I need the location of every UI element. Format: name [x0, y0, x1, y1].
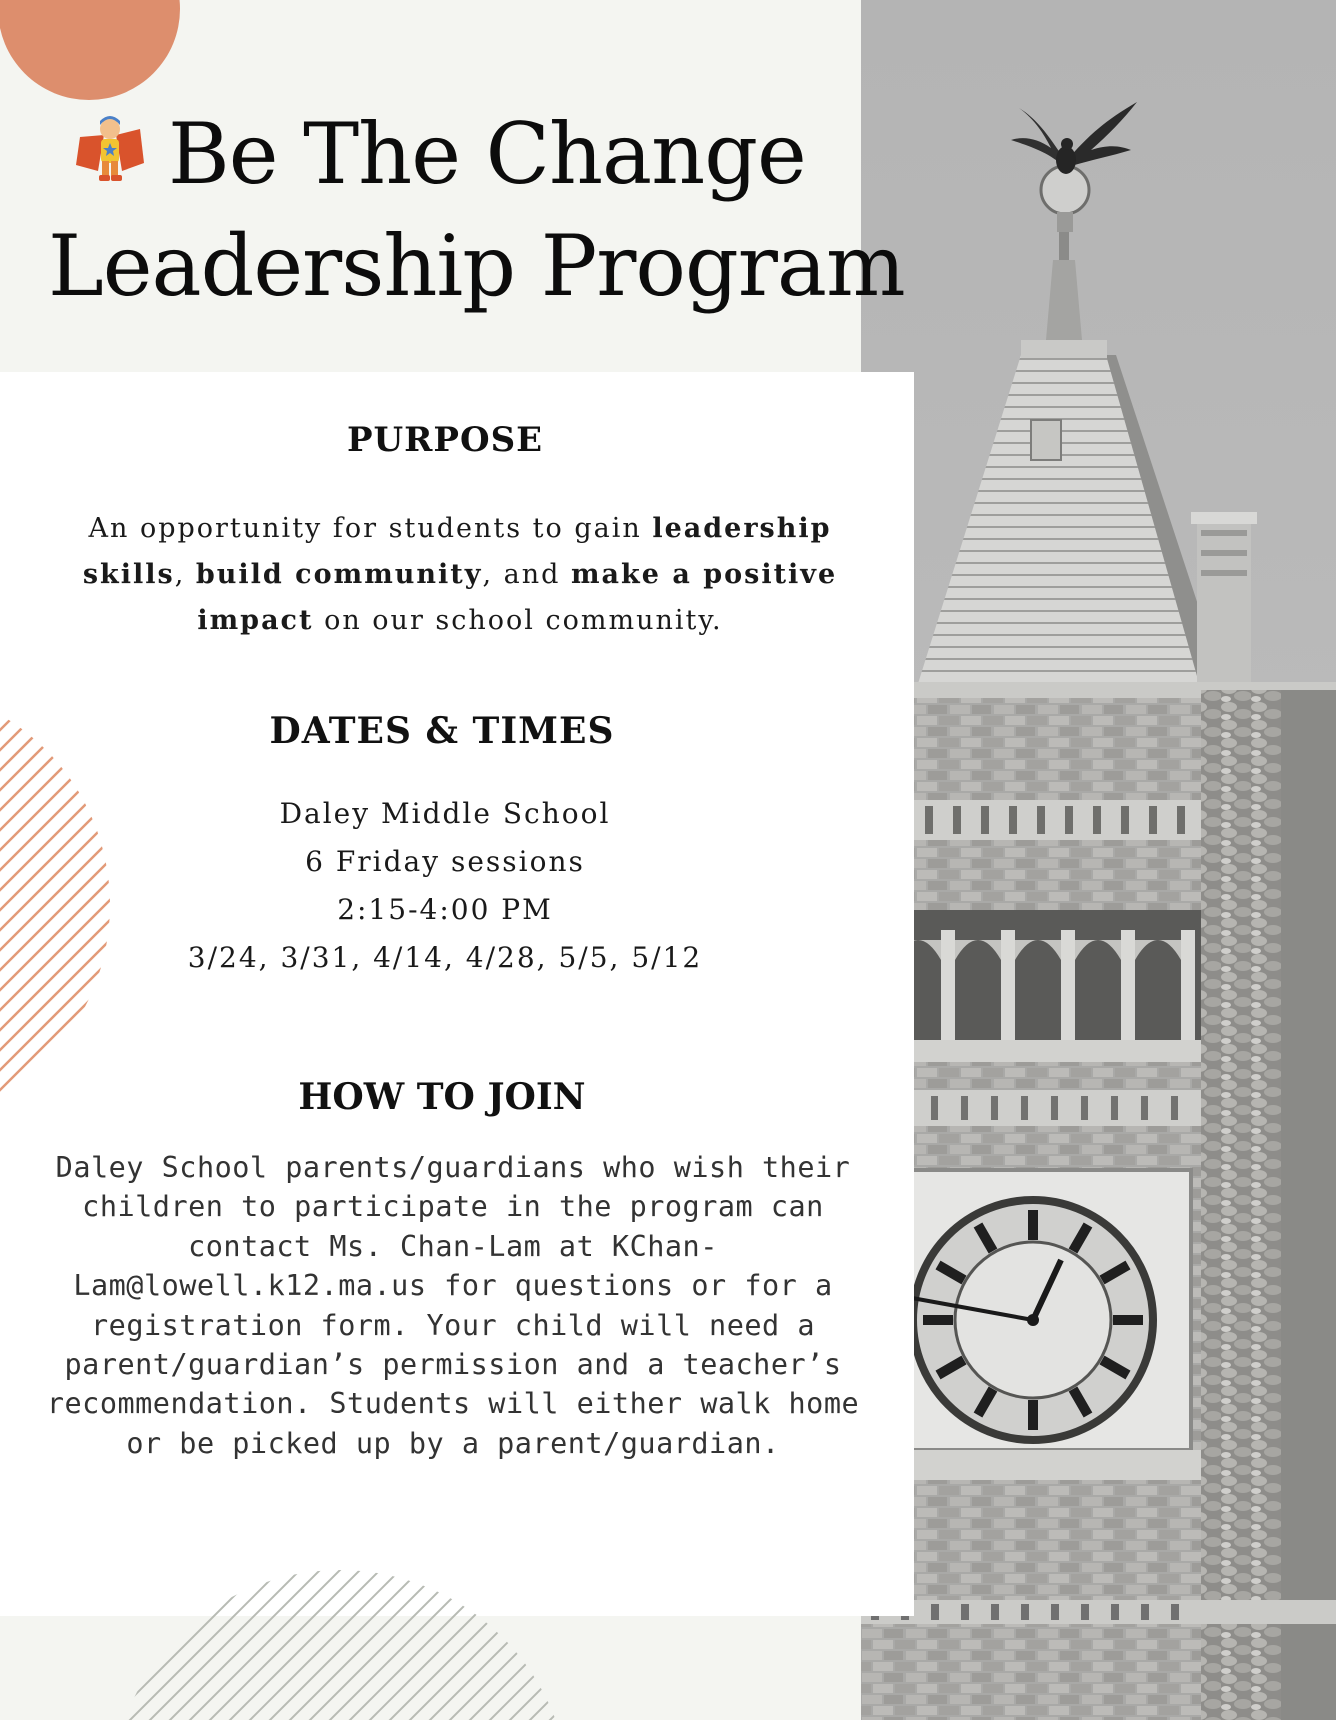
accent-circle: [0, 0, 180, 100]
dates-heading: DATES & TIMES: [269, 710, 615, 752]
dates-time: 2:15-4:00 PM: [337, 893, 553, 926]
dates-details: [0, 790, 890, 982]
superhero-icon: [70, 104, 150, 184]
dates-location: Daley Middle School: [279, 797, 611, 830]
join-heading: HOW TO JOIN: [298, 1076, 586, 1118]
title-line-1: Be The Change: [168, 105, 806, 203]
dates-sessions: 6 Friday sessions: [305, 845, 585, 878]
purpose-heading: PURPOSE: [346, 420, 544, 460]
page-title: [48, 98, 948, 322]
join-text: Daley School parents/guardians who wish their children to participate in the program can contact Ms. Chan-Lam at KChan-Lam@lowell.k12.ma.us for questions or for a registration form. Your child will need a parent/guardian’s permission and a teacher’s recommendation. Students will either walk home or be picked up by a parent/guardian.: [46, 1151, 860, 1460]
dates-list: 3/24, 3/31, 4/14, 4/28, 5/5, 5/12: [187, 941, 703, 974]
title-line-2: Leadership Program: [48, 217, 905, 315]
decorative-stripes-bottom: [120, 1550, 580, 1720]
purpose-text: An opportunity for students to gain leadership skills, build community, and make a positive impact on our school community.: [82, 513, 838, 636]
